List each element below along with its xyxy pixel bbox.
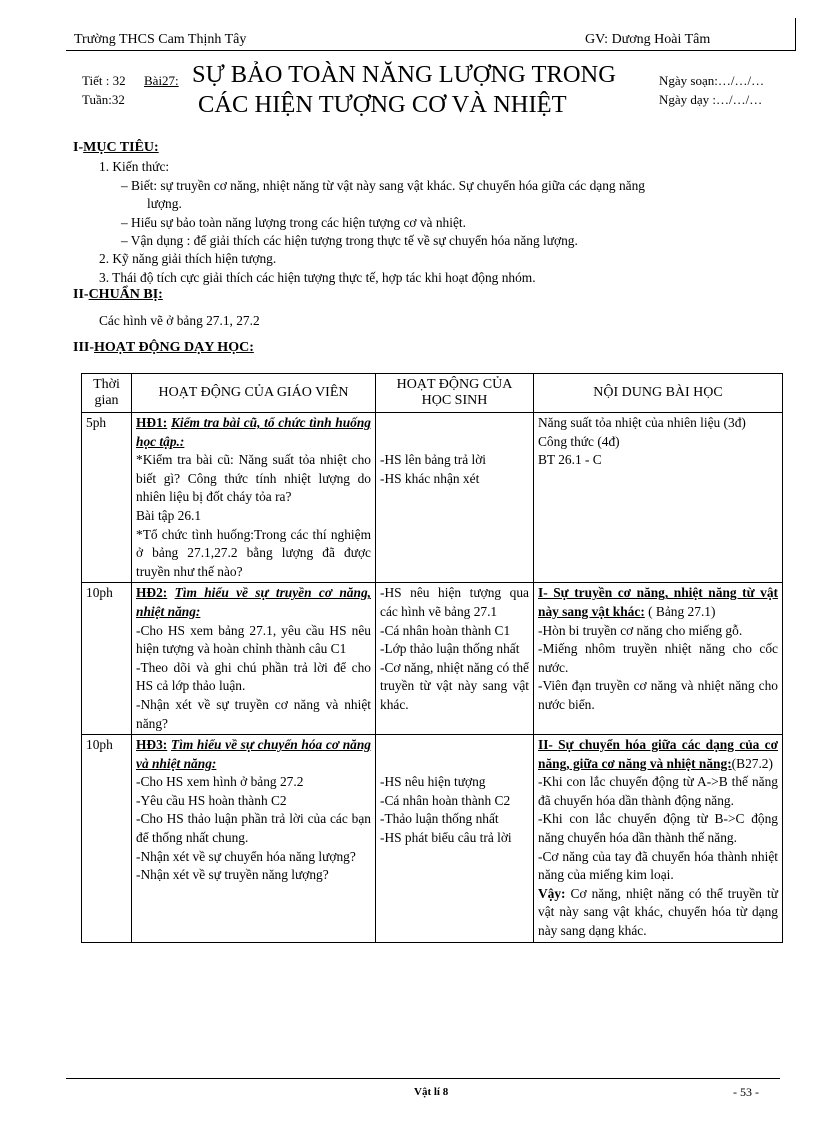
header-time: Thời gian (82, 374, 132, 413)
objective-1a: – Biết: sự truyền cơ năng, nhiệt năng từ vật này sang vật khác. Sự chuyển hóa giữa các dạng năng (121, 178, 645, 193)
objective-3: 3. Thái độ tích cực giải thích các hiện tượng thực tế, hợp tác khi hoạt động nhóm. (99, 270, 536, 285)
date-prepared: Ngày soạn:…/…/… (659, 73, 765, 88)
school-name: Trường THCS Cam Thịnh Tây (74, 32, 247, 47)
header-teacher-activity: HOẠT ĐỘNG CỦA GIÁO VIÊN (132, 374, 376, 413)
lesson-tuan: Tuần:32 (82, 92, 125, 107)
row2-content: I- Sự truyền cơ năng, nhiệt năng từ vật này sang vật khác: ( Bảng 27.1) -Hòn bi truyền cơ năng cho miếng gỗ. -Miếng nhôm truyền nhiệt năng cho cốc nước. -Viên đạn truyền cơ năng và nhiệt năng cho nước biển. (534, 583, 783, 735)
row3-teacher: HĐ3: Tìm hiểu về sự chuyển hóa cơ năng và nhiệt năng: -Cho HS xem hình ở bảng 27.2 -Yêu cầu HS hoàn thành C2 -Cho HS thảo luận phần trả lời của các bạn để thống nhất chung. -Nhận xét về sự chuyển hóa năng lượng? -Nhận xét về sự truyền năng lượng? (132, 735, 376, 943)
header-right-rule (795, 18, 796, 51)
section-preparation-heading: II-CHUẨN BỊ: (73, 287, 163, 302)
section-objectives-heading: I-MỤC TIÊU: (73, 140, 159, 155)
section-activities-heading: III-HOẠT ĐỘNG DẠY HỌC: (73, 340, 254, 355)
table-row (82, 413, 783, 583)
lesson-number: Bài27: (144, 73, 179, 88)
table-row (82, 583, 783, 735)
row1-student: -HS lên bảng trả lời -HS khác nhận xét (376, 413, 534, 583)
objective-1: 1. Kiến thức: (99, 159, 170, 174)
objective-1a-cont: lượng. (147, 196, 182, 211)
teacher-name: GV: Dương Hoài Tâm (585, 32, 711, 47)
header-content: NỘI DUNG BÀI HỌC (534, 374, 783, 413)
header-rule (66, 50, 796, 51)
lesson-tiet: Tiết : 32 (82, 73, 126, 88)
row2-time: 10ph (82, 583, 132, 735)
footer-subject: Vật lí 8 (414, 1086, 449, 1098)
page-number: - 53 - (733, 1085, 759, 1099)
row2-teacher: HĐ2: Tìm hiểu về sự truyền cơ năng, nhiệt năng: -Cho HS xem bảng 27.1, yêu cầu HS nêu hiện tượng và hoàn chỉnh thành câu C1 -Theo dõi và ghi chú phần trả lời để cho HS cả lớp thảo luận. -Nhận xét về sự truyền cơ năng và nhiệt năng? (132, 583, 376, 735)
lesson-title-line1: SỰ BẢO TOÀN NĂNG LƯỢNG TRONG (192, 61, 616, 88)
objective-1b: – Hiểu sự bảo toàn năng lượng trong các hiện tượng cơ và nhiệt. (121, 215, 466, 230)
lesson-title-line2: CÁC HIỆN TƯỢNG CƠ VÀ NHIỆT (198, 91, 567, 118)
objective-1c: – Vận dụng : để giải thích các hiện tượng trong thực tế về sự chuyển hóa năng lượng. (121, 233, 578, 248)
footer-rule (66, 1078, 780, 1079)
activities-table (81, 373, 783, 943)
preparation-text: Các hình vẽ ở bảng 27.1, 27.2 (99, 313, 260, 328)
objective-2: 2. Kỹ năng giải thích hiện tượng. (99, 251, 277, 266)
table-header-row (82, 374, 783, 413)
row3-time: 10ph (82, 735, 132, 943)
row1-teacher: HĐ1: Kiểm tra bài cũ, tổ chức tình huống học tập.: *Kiểm tra bài cũ: Năng suất tỏa nhiệt cho biết gì? Công thức tính nhiệt lượng do nhiên liệu bị đốt cháy tỏa ra? Bài tập 26.1 *Tổ chức tình huống:Trong các thí nghiệm ở bảng 27.1,27.2 bằng lượng đã được truyền như thế nào? (132, 413, 376, 583)
row2-student: -HS nêu hiện tượng qua các hình vẽ bảng 27.1 -Cá nhân hoàn thành C1 -Lớp thảo luận thống nhất -Cơ năng, nhiệt năng có thể truyền từ vật này sang vật khác. (376, 583, 534, 735)
header-student-activity: HOẠT ĐỘNG CỦA HỌC SINH (376, 374, 534, 413)
table-row (82, 735, 783, 943)
row3-content: II- Sự chuyển hóa giữa các dạng của cơ năng, giữa cơ năng và nhiệt năng:(B27.2) -Khi con lắc chuyển động từ A->B thế năng đã chuyển hóa dần thành động năng. -Khi con lắc chuyển động từ B->C động năng chuyển hóa dần thành thế năng. -Cơ năng của tay đã chuyển hóa thành nhiệt năng của miếng kim loại. Vậy: Cơ năng, nhiệt năng có thể truyền từ vật này sang vật khác, chuyển hóa từ dạng này sang dạng khác. (534, 735, 783, 943)
row1-time: 5ph (82, 413, 132, 583)
row3-student: -HS nêu hiện tượng -Cá nhân hoàn thành C2 -Thảo luận thống nhất -HS phát biểu câu trả lời (376, 735, 534, 943)
row1-content: Năng suất tỏa nhiệt của nhiên liệu (3đ) Công thức (4đ) BT 26.1 - C (534, 413, 783, 583)
date-taught: Ngày dạy :…/…/… (659, 92, 763, 107)
